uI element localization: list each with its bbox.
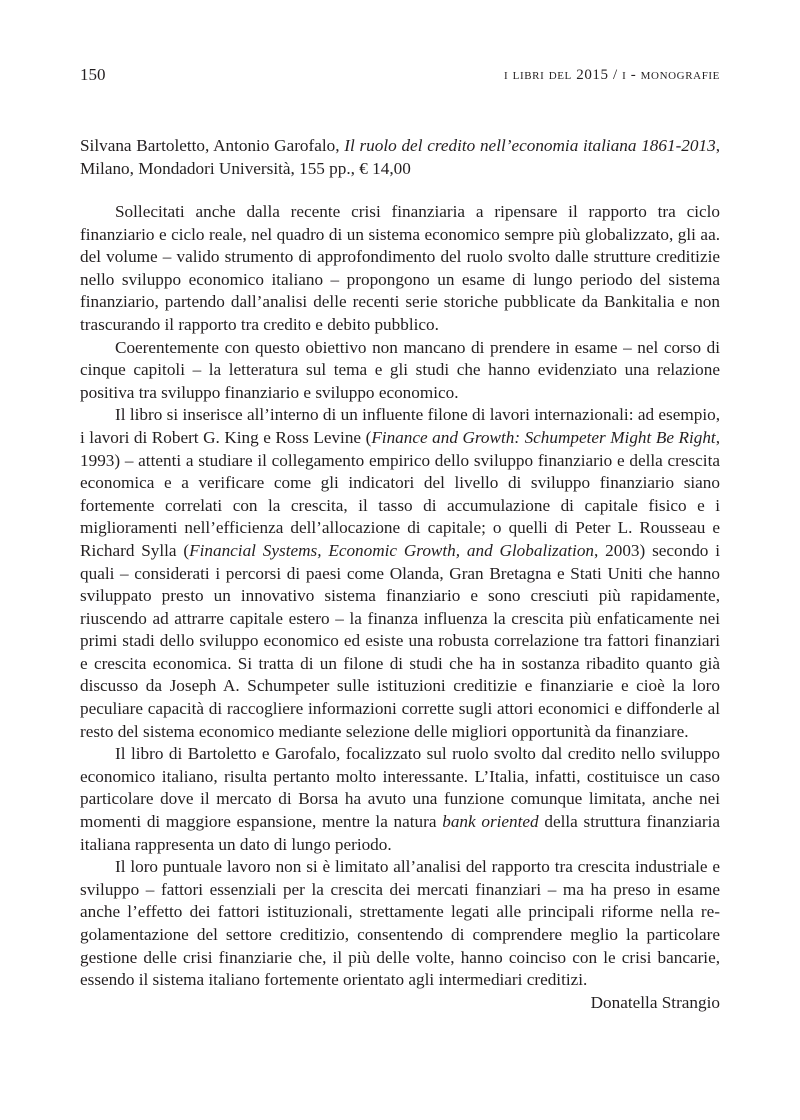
- emphasis-term: bank oriented: [442, 812, 539, 832]
- page-number: 150: [80, 65, 106, 84]
- cited-work-title: Financial Systems, Economic Growth, and Globalization: [189, 540, 595, 560]
- review-body: [80, 201, 720, 1014]
- paragraph-4-text: Il libro di Bartoletto e Garofalo, focalizzato sul ruolo svolto dal credito nello sviluppo economico italiano, risulta pertanto molto interessante. L’Italia, infatti, costituisce un caso particolare dove il mercato di Borsa ha avuto una funzione comunque limitata, anche nei momenti di maggiore espansione, mentre la natura: [80, 744, 720, 832]
- paragraph-4-text: della struttura finanziaria italiana rappresenta un dato di lungo periodo.: [80, 812, 720, 854]
- cited-work-title: Finance and Growth: Schumpeter Might Be Right: [371, 427, 716, 447]
- paragraph-1: Sollecitati anche dalla recente crisi finanziaria a ripensare il rapporto tra ciclo finanziario e ciclo reale, nel quadro di un sistema economico sempre più globalizzato, gli aa. del volume – valido strumento di approfondimento del ruolo svolto dalle strutture creditizie nello sviluppo economico italiano – propongono un esame di lungo periodo del sistema finanziario, partendo dall’analisi delle recenti serie storiche pubblicate da Bankitalia e non trascurando il rapporto tra credito e debito pubblico.: [80, 202, 720, 334]
- book-citation: [80, 135, 720, 180]
- paragraph-3-text: Il libro si inserisce all’interno di un influente filone di lavori internazionali: ad esempio, i lavori di Robert G. King e Ross Levine (: [80, 405, 720, 447]
- page-header: [80, 64, 720, 88]
- paragraph-3-text: , 2003) secondo i quali – considerati i percorsi di paesi come Olanda, Gran Bretagna e Stati Uniti che hanno sviluppato presto un innovativo sistema finanziario e sono cresciuti più rapidamente, riuscendo ad attrarre capitale estero – la finanza influenza la crescita più enfaticamente nei primi stadi dello sviluppo economico ed esiste una robusta correlazione tra fattori finanziari e crescita economica. Si tratta di un filone di studi che ha in sostanza ribadito quanto già discusso da Joseph A. Schumpeter sulle istituzioni creditizie e finanziarie e cioè la loro peculiare capacità di raccogliere informazioni corrette sugli attori economici e diffonderle al resto del sistema economico mediante selezione delle migliori opportunità da finanziare.: [80, 540, 720, 741]
- paragraph-4: [80, 743, 720, 856]
- running-head: i libri del 2015 / i - monografie: [504, 67, 720, 83]
- paragraph-2: Coerentemente con questo obiettivo non mancano di prendere in esame – nel corso di cinque capitoli – la letteratura sul tema e gli studi che hanno evidenziato una relazione positiva tra sviluppo finanziario e sviluppo economico.: [80, 337, 720, 402]
- document-page: [80, 0, 720, 1120]
- reviewer-signature: Donatella Strangio: [590, 992, 720, 1012]
- citation-authors: Silvana Bartoletto, Antonio Garofalo,: [80, 136, 345, 155]
- paragraph-5: Il loro puntuale lavoro non si è limitato all’analisi del rapporto tra crescita industriale e sviluppo – fattori essenziali per la crescita dei mercati finanziari – ma ha preso in esame anche l’effetto dei fattori istituzionali, strettamente legati alle principali riforme nella regolamentazione del settore creditizio, consentendo di comprendere meglio la particolare gestione delle crisi finanziarie che, il più delle volte, hanno coinciso con le crisi bancarie, essendo il sistema italiano fortemente orientato agli intermediari creditizi.: [80, 857, 720, 990]
- citation-title: Il ruolo del credito nell’economia italiana 1861-2013: [344, 136, 716, 155]
- citation-details: , Milano, Mondadori Università, 155 pp., € 14,00: [80, 136, 720, 178]
- paragraph-3-text: , 1993) – attenti a studiare il collegamento empirico dello sviluppo finanziario e della crescita economica e a verificare come gli indicatori del livello di sviluppo finanziario siano fortemente correlati con la crescita, il tasso di accumulazione di capitale fisico e i miglioramenti nell’efficienza dell’allocazione di capitale; o quelli di Peter L. Rousseau e Richard Sylla (: [80, 427, 721, 560]
- paragraph-3: [80, 404, 720, 743]
